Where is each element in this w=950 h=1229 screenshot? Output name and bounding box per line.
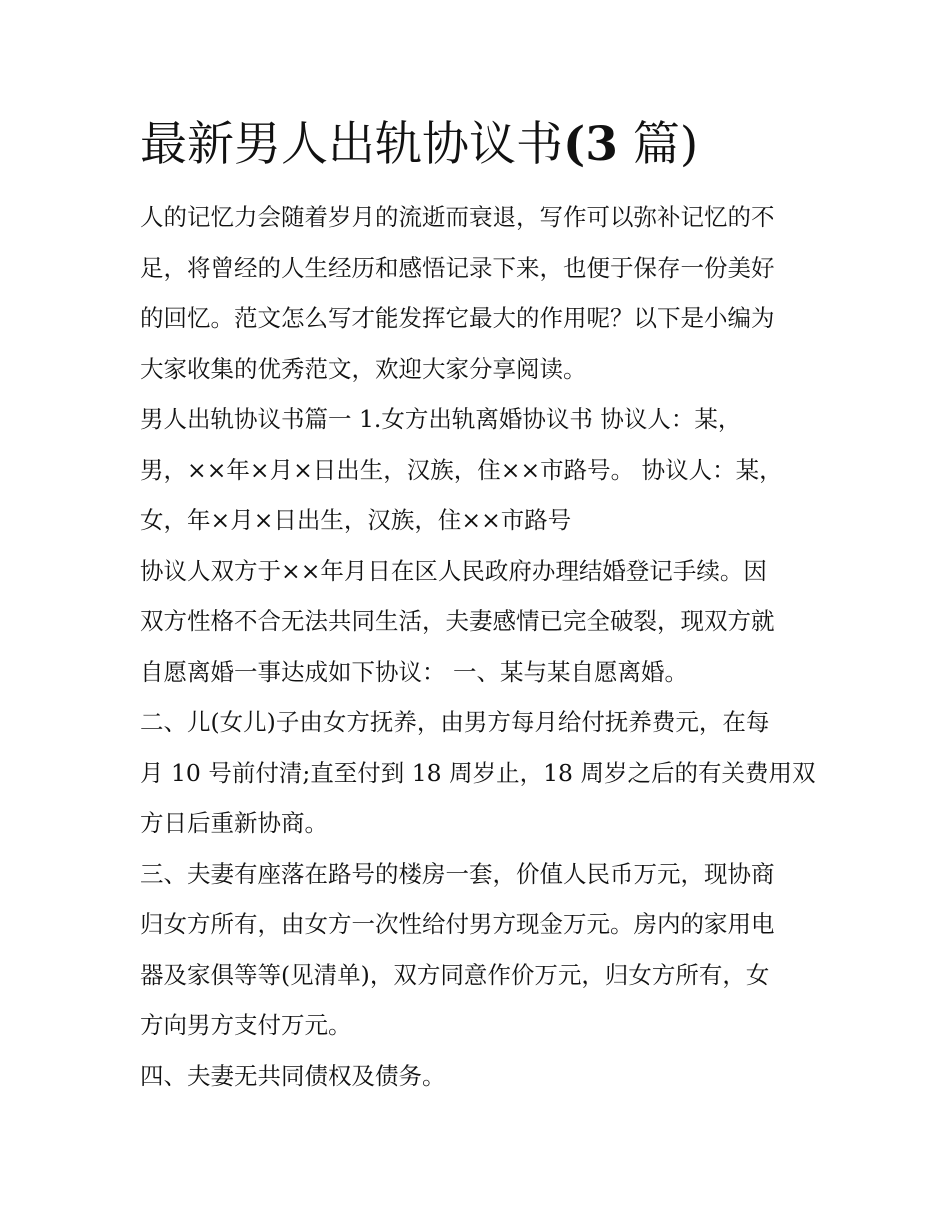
text-line: 男人出轨协议书篇一 1.女方出轨离婚协议书 协议人：某， [140,405,742,433]
text-line: 人的记忆力会随着岁月的流逝而衰退，写作可以弥补记忆的不 [140,203,775,231]
paragraph-intro [140,192,820,394]
text-line: 协议人双方于××年月日在区人民政府办理结婚登记手续。因 [140,556,767,585]
paragraph-clause-4 [140,1051,820,1102]
document-title [140,112,820,178]
paragraph-clause-3 [140,849,820,1051]
document-body [140,192,820,1101]
text-line: 足，将曾经的人生经历和感悟记录下来，也便于保存一份美好 [140,253,775,282]
paragraph-parties [140,394,820,546]
title-suffix: 篇) [632,117,699,172]
text-line: 男，××年×月×日出生，汉族，住××市路号。 协议人：某， [140,455,783,484]
title-count: (3 [563,117,618,172]
text-line: 方向男方支付万元。 [140,1011,352,1039]
text-line: 归女方所有，由女方一次性给付男方现金万元。房内的家用电 [140,910,775,938]
document-page [140,112,820,1101]
text-line: 女，年×月×日出生，汉族，住××市路号 [140,506,572,534]
paragraph-agreement [140,546,820,698]
text-line: 器及家俱等等(见清单)，双方同意作价万元，归女方所有，女 [140,960,770,989]
text-line: 三、夫妻有座落在路号的楼房一套，价值人民币万元，现协商 [140,859,775,888]
text-line: 月 10 号前付清;直至付到 18 周岁止，18 周岁之后的有关费用双 [140,758,816,787]
title-main: 最新男人出轨协议书 [140,117,563,172]
text-line: 二、儿(女儿)子由女方抚养，由男方每月给付抚养费元，在每 [140,708,770,736]
text-line: 的回忆。范文怎么写才能发挥它最大的作用呢？以下是小编为 [140,304,775,332]
text-line: 四、夫妻无共同债权及债务。 [140,1061,446,1090]
paragraph-clause-2 [140,697,820,849]
text-line: 自愿离婚一事达成如下协议： 一、某与某自愿离婚。 [140,657,688,686]
text-line: 大家收集的优秀范文，欢迎大家分享阅读。 [140,354,587,383]
text-line: 双方性格不合无法共同生活，夫妻感情已完全破裂，现双方就 [140,607,775,635]
text-line: 方日后重新协商。 [140,809,328,837]
